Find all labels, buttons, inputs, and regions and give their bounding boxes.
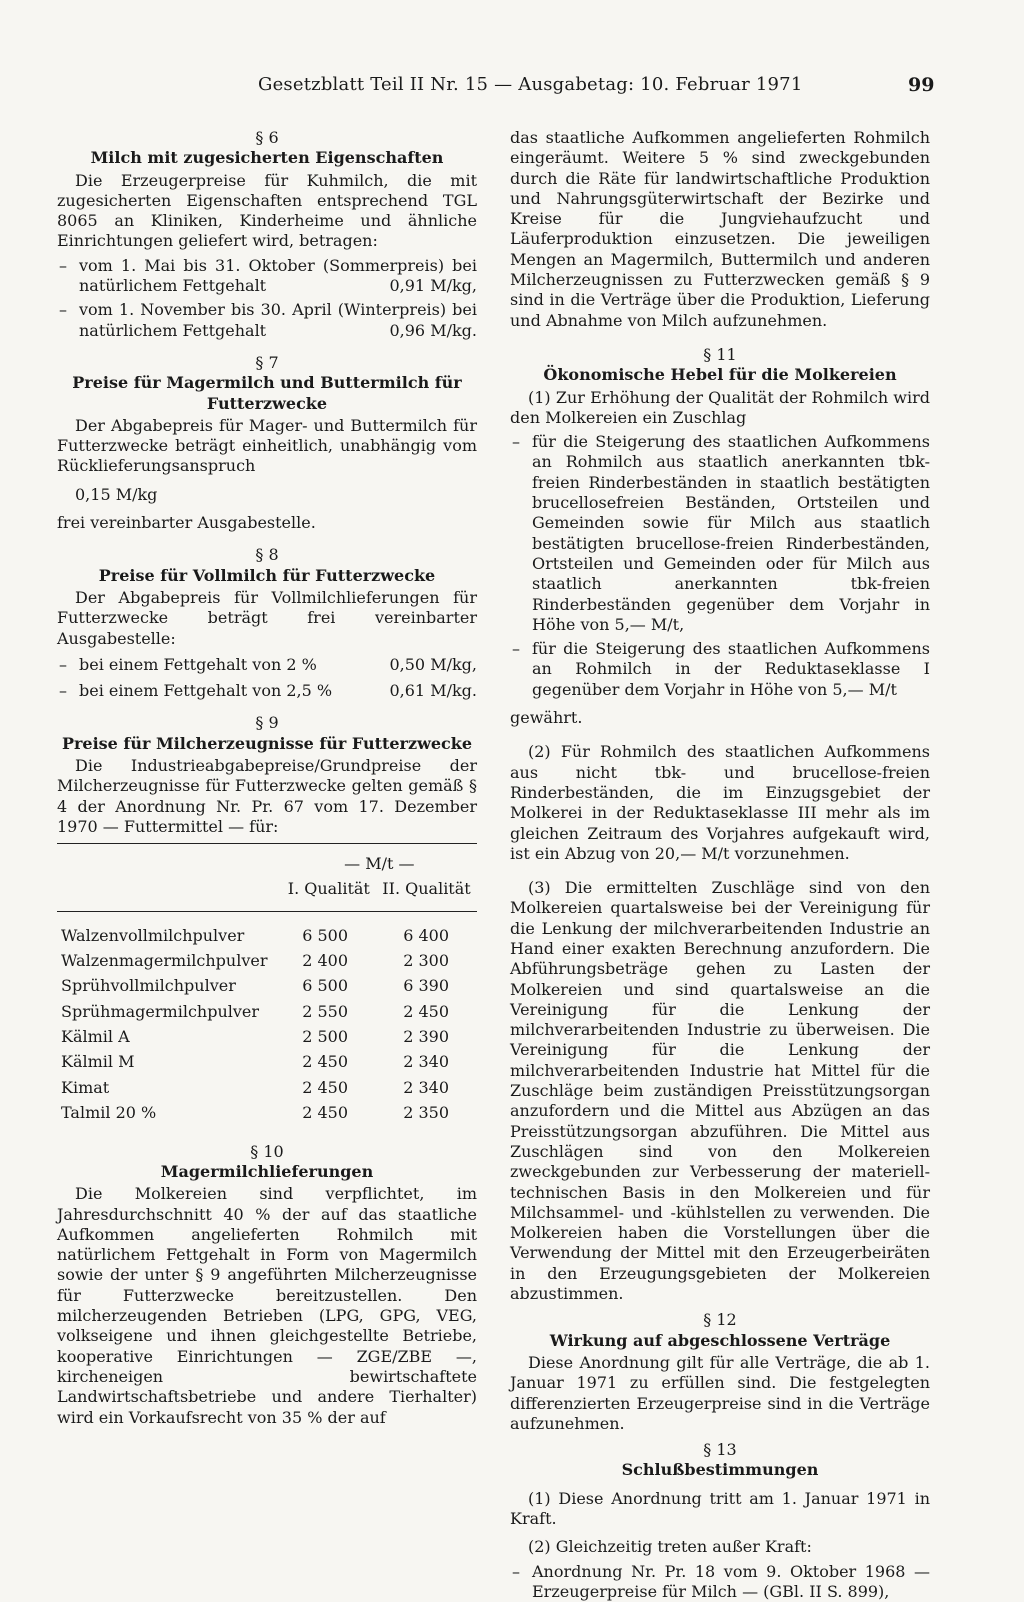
section-9-number: § 9: [255, 713, 279, 733]
section-8-item-2: [57, 681, 477, 701]
section-8-text: Der Abgabepreis für Vollmilchlieferungen für Futterzwecke beträgt frei vereinbarter Ausgabestelle:: [57, 587, 477, 648]
section-7-number: § 7: [255, 352, 279, 372]
section-6-title: Milch mit zugesicherten Eigenschaften: [90, 148, 444, 168]
section-11-item-2: – für die Steigerung des staatlichen Aufkommens an Rohmilch in der Reduktaseklasse I gegenüber dem Vorjahr in Höhe von 5,— M/t: [510, 639, 930, 700]
section-7-price: 0,15 M/kg: [75, 484, 158, 504]
product-name: Kimat: [61, 1077, 110, 1097]
quality-1-price: 2 500: [302, 1026, 348, 1046]
table-row: [57, 949, 477, 974]
section-8-item-2-text: – bei einem Fettgehalt von 2,5 %: [79, 681, 333, 701]
table-row: [57, 974, 477, 999]
section-13-item-1: – Anordnung Nr. Pr. 18 vom 9. Oktober 1968 — Erzeugerpreise für Milch — (GBl. II S. 899),: [510, 1562, 930, 1602]
quality-2-price: 2 390: [403, 1026, 449, 1046]
section-6-item-1-text: vom 1. Mai bis 31. Oktober (Sommerpreis) bei natürlichem Fettgehalt: [79, 255, 477, 296]
section-6-item-2-text: vom 1. November bis 30. April (Winterpreis) bei natürlichem Fettgehalt: [79, 300, 477, 340]
section-12-title: Wirkung auf abgeschlossene Verträge: [549, 1330, 891, 1350]
section-8-item-1-value: 0,50 M/kg,: [389, 654, 477, 674]
page-header: [0, 0, 1024, 110]
section-10-text: Die Molkereien sind verpflichtet, im Jahresdurchschnitt 40 % der auf das staatliche Aufkommen angelieferten Rohmilch mit natürlichem Fettgehalt in Form von Magermilch sowie der unter § 9 angeführten Milcherzeugnisse für Futterzwecke bereitzustellen. Den milcherzeugenden Betrieben (LPG, GPG, VEG, volkseigene und ihnen gleichgestellte Betriebe, kooperative Einrichtungen — ZGE/ZBE —, kircheneigen bewirtschaftete Landwirtschaftsbetriebe und andere Tierhalter) wird ein Vorkaufsrecht von 35 % der auf: [57, 1184, 477, 1427]
section-10-number: § 10: [250, 1141, 284, 1161]
quality-1-price: 6 500: [302, 976, 348, 996]
section-11-granted: gewährt.: [510, 708, 583, 728]
section-6-item-1-value: 0,91 M/kg,: [389, 276, 477, 296]
product-name: Talmil 20 %: [61, 1102, 157, 1122]
section-7-title: Preise für Magermilch und Buttermilch für Futterzwecke: [72, 373, 462, 413]
table-row: [57, 1024, 477, 1049]
section-6-item-1: [57, 256, 477, 297]
quality-2-price: 2 340: [403, 1077, 449, 1097]
product-name: Sprühvollmilchpulver: [61, 976, 236, 996]
section-11-title: Ökonomische Hebel für die Molkereien: [543, 365, 897, 385]
table-header-quality-2: II. Qualität: [376, 877, 477, 912]
section-11-item-1: – für die Steigerung des staatlichen Aufkommens an Rohmilch aus staatlich anerkannten tbk-freien Rinderbeständen in staatlich bestätigten brucellosefreien Beständen, Ortsteilen und Gemeinden sowie für Milch aus staatlich bestätigten brucellose-freien Rinderbeständen, Ortsteilen und Gemeinden oder für Milch aus staatlich anerkannten tbk-freien Rinderbeständen gegenüber dem Vorjahr in Höhe von 5,— M/t,: [510, 432, 930, 635]
section-8-number: § 8: [255, 545, 279, 565]
section-11-para-2: (2) Für Rohmilch des staatlichen Aufkommens aus nicht tbk- und brucellose-freien Rinderbeständen, die im Einzugsgebiet der Molkerei in der Reduktaseklasse III mehr als im gleichen Zeitraum des Vorjahres aufgekauft wird, ist ein Abzug von 20,— M/t vorzunehmen.: [510, 742, 930, 863]
section-7-text: Der Abgabepreis für Mager- und Buttermilch für Futterzwecke beträgt einheitlich, unabhängig vom Rücklieferungsanspruch: [57, 415, 477, 476]
section-12-number: § 12: [703, 1310, 737, 1330]
product-name: Walzenmagermilchpulver: [61, 951, 268, 971]
section-8-item-1-text: – bei einem Fettgehalt von 2 %: [79, 654, 317, 674]
section-13-title: Schlußbestimmungen: [621, 1460, 819, 1480]
table-row: [57, 1100, 477, 1125]
section-7-tail: frei vereinbarter Ausgabestelle.: [57, 513, 316, 533]
quality-2-price: 2 350: [403, 1102, 449, 1122]
table-row: [57, 999, 477, 1024]
quality-1-price: 2 450: [302, 1102, 348, 1122]
section-13-number: § 13: [703, 1440, 737, 1460]
section-6-item-2: [57, 300, 477, 341]
section-8-item-1: [57, 655, 477, 675]
quality-2-price: 2 340: [403, 1052, 449, 1072]
quality-1-price: 2 400: [302, 951, 348, 971]
section-10-title: Magermilchlieferungen: [160, 1161, 374, 1181]
quality-2-price: 2 300: [403, 951, 449, 971]
quality-1-price: 2 450: [302, 1052, 348, 1072]
section-13-para-2: (2) Gleichzeitig treten außer Kraft:: [528, 1537, 812, 1557]
table-row: [57, 1075, 477, 1100]
table-row: [57, 1050, 477, 1075]
section-13-para-1: (1) Diese Anordnung tritt am 1. Januar 1971 in Kraft.: [510, 1488, 930, 1528]
section-11-para-3: (3) Die ermittelten Zuschläge sind von den Molkereien quartalsweise bei der Vereinigung für die Lenkung der milchverarbeitenden Industrie an Hand einer exakten Berechnung anzufordern. Die Abführungsbeträge gehen zu Lasten der Molkereien und sind quartalsweise an die Vereinigung für die Lenkung der milchverarbeitenden Industrie zu überweisen. Die Vereinigung für die Lenkung der milchverarbeitenden Industrie hat Mittel für die Zuschläge beim zuständigen Preisstützungsorgan anzufordern und die Mittel aus Abzügen an das Preisstützungsorgan abzuführen. Die Mittel aus Zuschlägen sind von den Molkereien zweckgebunden zur Verbesserung der materiell-technischen Basis in den Molkereien und für Milchsammel- und -kühlstellen zu verwenden. Die Molkereien haben die Vorstellungen über die Verwendung der Mittel mit den Erzeugerbeiräten in den Erzeugungsgebieten der Molkereien abzustimmen.: [510, 878, 930, 1304]
section-9-text: Die Industrieabgabepreise/Grundpreise der Milcherzeugnisse für Futterzwecke gelten gemäß § 4 der Anordnung Nr. Pr. 67 vom 17. Dezember 1970 — Futtermittel — für:: [57, 756, 477, 836]
product-name: Kälmil M: [61, 1052, 135, 1072]
left-column: [57, 128, 477, 1428]
quality-1-price: 2 450: [302, 1077, 348, 1097]
section-11-para-1: (1) Zur Erhöhung der Qualität der Rohmilch wird den Molkereien ein Zuschlag: [510, 387, 930, 427]
feed-price-table: [57, 843, 477, 1125]
section-12-text: Diese Anordnung gilt für alle Verträge, die ab 1. Januar 1971 zu erfüllen sind. Die festgelegten differenzierten Erzeugerpreise sind in die Verträge aufzunehmen.: [510, 1352, 930, 1433]
section-10-continuation: das staatliche Aufkommen angelieferten Rohmilch eingeräumt. Weitere 5 % sind zweckgebunden durch die Räte für landwirtschaftliche Produktion und Nahrungsgüterwirtschaft der Bezirke und Kreise für die Jungviehaufzucht und Läuferproduktion einzusetzen. Die jeweiligen Mengen an Magermilch, Buttermilch und anderen Milcherzeugnissen zu Futterzwecken gemäß § 9 sind in die Verträge über die Produktion, Lieferung und Abnahme von Milch aufzunehmen.: [510, 128, 930, 330]
table-header-quality-1: I. Qualität: [282, 877, 376, 912]
section-6-number: § 6: [255, 128, 279, 147]
header-title: Gesetzblatt Teil II Nr. 15 — Ausgabetag: 10. Februar 1971: [258, 74, 803, 95]
quality-1-price: 6 500: [302, 925, 348, 945]
product-name: Walzenvollmilchpulver: [61, 925, 245, 945]
quality-1-price: 2 550: [302, 1001, 348, 1021]
section-8-item-2-value: 0,61 M/kg.: [389, 681, 477, 701]
right-column: [510, 128, 930, 1602]
section-6-intro: Die Erzeugerpreise für Kuhmilch, die mit zugesicherten Eigenschaften entsprechend TGL 8065 an Kliniken, Kinderheime und ähnliche Einrichtungen geliefert wird, betragen:: [57, 170, 477, 251]
page-number: 99: [908, 74, 935, 96]
product-name: Kälmil A: [61, 1026, 130, 1046]
section-6-item-2-value: 0,96 M/kg.: [389, 320, 477, 340]
table-unit-header: — M/t —: [344, 854, 415, 874]
quality-2-price: 2 450: [403, 1001, 449, 1021]
section-9-title: Preise für Milcherzeugnisse für Futterzwecke: [61, 733, 473, 753]
quality-2-price: 6 390: [403, 976, 449, 996]
quality-2-price: 6 400: [403, 925, 449, 945]
table-row: [57, 911, 477, 948]
section-8-title: Preise für Vollmilch für Futterzwecke: [98, 565, 436, 585]
section-11-number: § 11: [703, 344, 737, 364]
product-name: Sprühmagermilchpulver: [61, 1001, 260, 1021]
